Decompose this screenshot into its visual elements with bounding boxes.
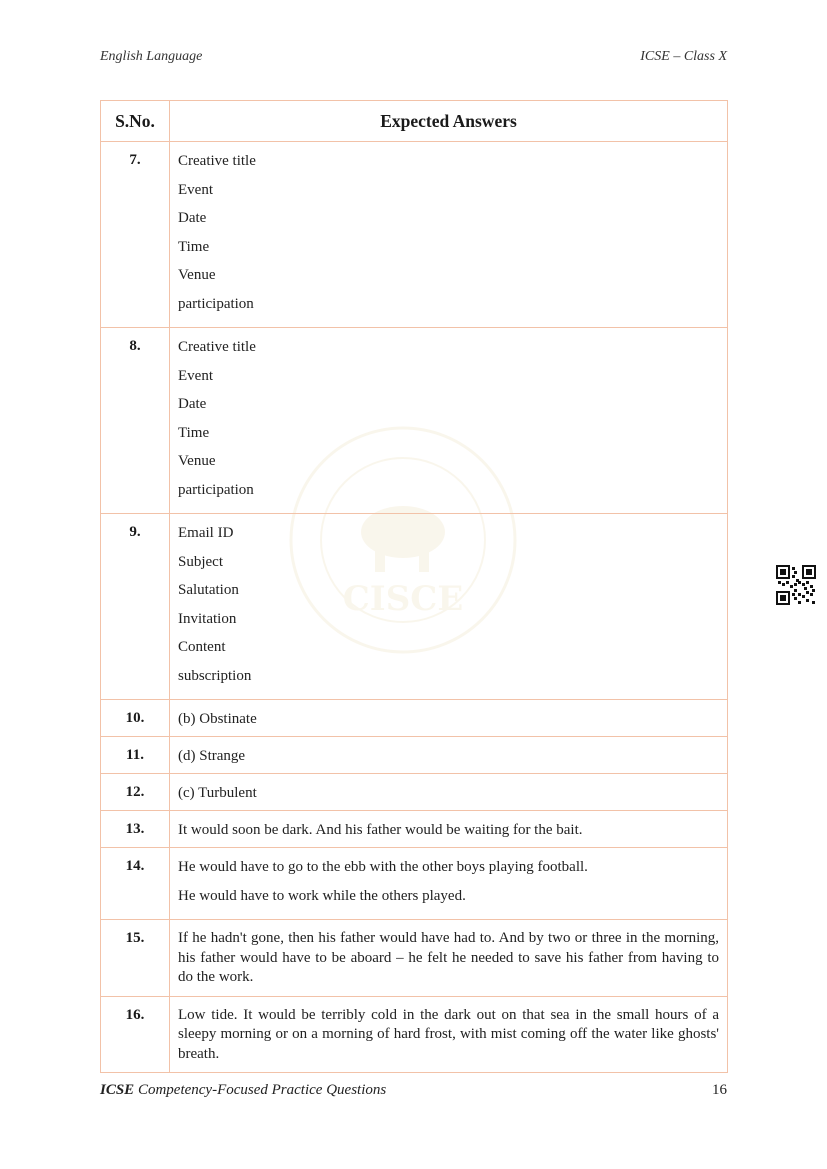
- answer-line: Date: [178, 396, 207, 412]
- answer-paragraph: Low tide. It would be terribly cold in the dark out on that sea in the small hours of a sleepy morning or on a morning of hard frost, with mist coming off the water like ghosts' breath.: [178, 1006, 719, 1062]
- table-row: [101, 996, 728, 1073]
- answer-line: participation: [178, 295, 254, 312]
- running-header-left: English Language: [100, 49, 203, 64]
- answer-line: Date: [178, 210, 207, 226]
- answer-line: (b) Obstinate: [178, 711, 257, 727]
- answer-cell: [170, 848, 728, 920]
- page-number: 16: [712, 1082, 727, 1098]
- answer-line: Creative title: [178, 153, 256, 169]
- serial-number: 8.: [101, 328, 170, 514]
- table-row: [101, 737, 728, 774]
- answer-line: subscription: [178, 667, 252, 684]
- answer-line: Email ID: [178, 525, 234, 541]
- answer-cell: [170, 737, 728, 774]
- answer-cell: [170, 328, 728, 514]
- serial-number: 7.: [101, 142, 170, 328]
- answer-paragraph: If he hadn't gone, then his father would have had to. And by two or three in the morning, his father would have to be aboard – he felt he needed to save his father from having to do the work.: [178, 930, 719, 985]
- footer-title-rest: Competency-Focused Practice Questions: [134, 1082, 387, 1098]
- serial-number: 14.: [101, 848, 170, 920]
- table-row: [101, 920, 728, 997]
- footer-title-bold: ICSE: [100, 1082, 135, 1098]
- serial-number: 10.: [101, 700, 170, 737]
- serial-number: 16.: [101, 996, 170, 1073]
- qr-code-icon: [776, 565, 816, 605]
- answer-line: Venue: [178, 267, 216, 283]
- answer-cell: [170, 920, 728, 997]
- svg-text:CISCE: CISCE: [342, 579, 464, 619]
- answer-cell: [170, 142, 728, 328]
- answer-line: He would have to go to the ebb with the other boys playing football.: [178, 859, 588, 875]
- answer-line: participation: [178, 481, 254, 498]
- answer-cell: [170, 774, 728, 811]
- serial-number: 13.: [101, 811, 170, 848]
- answer-line: He would have to work while the others played.: [178, 887, 466, 904]
- column-header-sno: S.No.: [101, 101, 170, 142]
- table-row: [101, 848, 728, 920]
- answer-line: (d) Strange: [178, 748, 246, 764]
- answer-line: Salutation: [178, 582, 239, 598]
- answer-line: Time: [178, 238, 210, 255]
- answer-line: Event: [178, 367, 213, 384]
- answer-line: Creative title: [178, 339, 256, 355]
- footer-title: [100, 1082, 386, 1099]
- table-row: [101, 700, 728, 737]
- serial-number: 12.: [101, 774, 170, 811]
- answer-line: Venue: [178, 453, 216, 469]
- table-row: [101, 514, 728, 700]
- answer-line: Event: [178, 181, 213, 198]
- answer-cell: [170, 811, 728, 848]
- table-row: [101, 142, 728, 328]
- serial-number: 15.: [101, 920, 170, 997]
- answer-line: (c) Turbulent: [178, 785, 257, 801]
- answer-line: Subject: [178, 553, 223, 570]
- answer-line: It would soon be dark. And his father would be waiting for the bait.: [178, 822, 583, 838]
- running-header-right: ICSE – Class X: [640, 49, 727, 64]
- answer-line: Content: [178, 639, 226, 655]
- table-row: [101, 811, 728, 848]
- table-row: [101, 328, 728, 514]
- answer-cell: [170, 996, 728, 1073]
- answer-line: Time: [178, 424, 210, 441]
- table-row: [101, 774, 728, 811]
- table-header-row: [101, 101, 728, 142]
- serial-number: 11.: [101, 737, 170, 774]
- answer-cell: [170, 514, 728, 700]
- expected-answers-table: [100, 100, 728, 1073]
- serial-number: 9.: [101, 514, 170, 700]
- answer-cell: [170, 700, 728, 737]
- answer-line: Invitation: [178, 610, 237, 627]
- column-header-answers: Expected Answers: [170, 101, 728, 142]
